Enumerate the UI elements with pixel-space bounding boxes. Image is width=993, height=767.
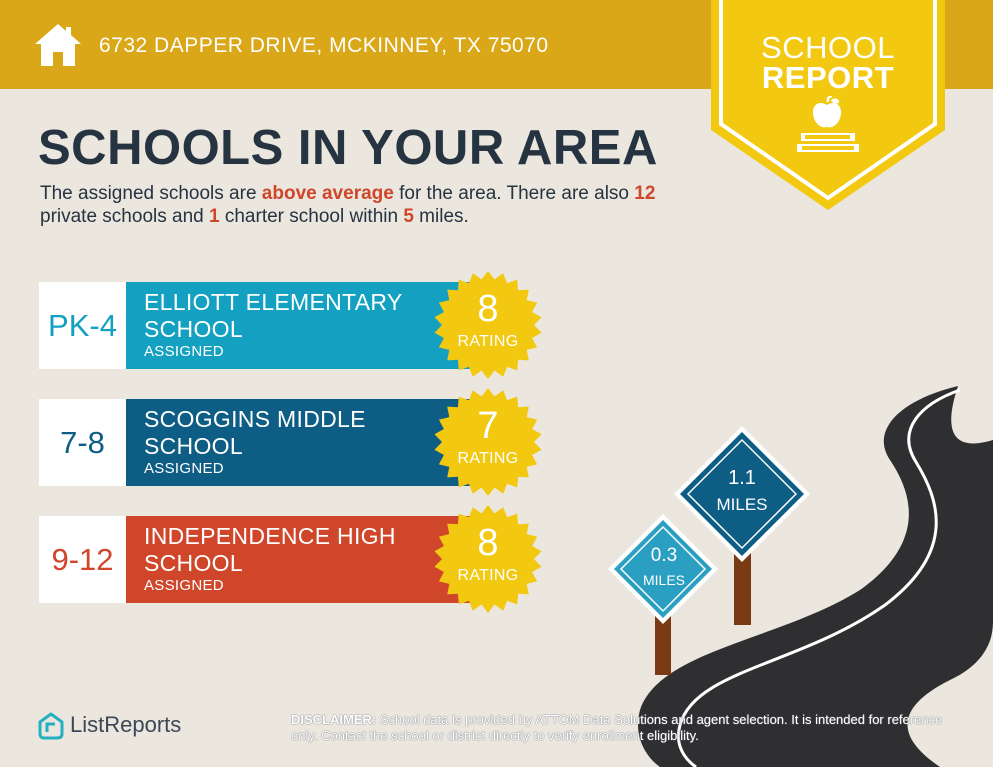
school-name-line2: SCHOOL xyxy=(144,433,243,459)
school-name-box xyxy=(126,282,471,369)
grade-range: 9-12 xyxy=(39,516,126,603)
rating-label: RATING xyxy=(457,333,519,350)
distance-sign-far xyxy=(674,426,810,562)
distance-sign-near xyxy=(608,514,718,624)
school-name-line1: INDEPENDENCE HIGH xyxy=(144,523,396,549)
badge-title-line1: SCHOOL xyxy=(761,30,895,65)
school-name-box xyxy=(126,516,471,603)
school-row-high xyxy=(39,504,544,614)
badge-title-line2: REPORT xyxy=(761,60,895,95)
assigned-label: ASSIGNED xyxy=(144,460,224,477)
school-name-line1: ELLIOTT ELEMENTARY xyxy=(144,289,403,315)
far-sign-unit: MILES xyxy=(716,495,768,514)
listreports-logo-text: ListReports xyxy=(70,712,182,737)
school-name-line1: SCOGGINS MIDDLE xyxy=(144,406,366,432)
rating-label: RATING xyxy=(457,567,519,584)
rating-label: RATING xyxy=(457,450,519,467)
far-sign-value: 1.1 xyxy=(728,467,756,489)
school-row-middle xyxy=(39,387,544,497)
home-icon xyxy=(33,22,83,68)
rating-value: 7 xyxy=(477,405,499,447)
property-address: 6732 DAPPER DRIVE, MCKINNEY, TX 75070 xyxy=(99,34,549,57)
assigned-label: ASSIGNED xyxy=(144,577,224,594)
grade-range: 7-8 xyxy=(39,399,126,486)
near-sign-value: 0.3 xyxy=(650,545,678,566)
school-name-box xyxy=(126,399,471,486)
rating-value: 8 xyxy=(477,522,499,564)
page-title: SCHOOLS IN YOUR AREA xyxy=(38,121,658,175)
disclaimer: DISCLAIMER: School data is provided by ATTOM Data Solutions and agent selection. It is intended for reference only. Contact the school or district directly to verify enrollment eligibility. xyxy=(291,712,943,743)
listreports-logo-icon xyxy=(38,712,64,740)
intro-text: The assigned schools are above average for the area. There are also 12 private schools and 1 charter school within 5 miles. xyxy=(40,183,656,227)
school-name-line2: SCHOOL xyxy=(144,316,243,342)
near-sign-unit: MILES xyxy=(642,572,685,588)
rating-value: 8 xyxy=(477,288,499,330)
grade-range: PK-4 xyxy=(39,282,126,369)
apple-books-icon xyxy=(797,96,861,158)
assigned-label: ASSIGNED xyxy=(144,343,224,360)
school-row-elementary xyxy=(39,270,544,380)
school-name-line2: SCHOOL xyxy=(144,550,243,576)
